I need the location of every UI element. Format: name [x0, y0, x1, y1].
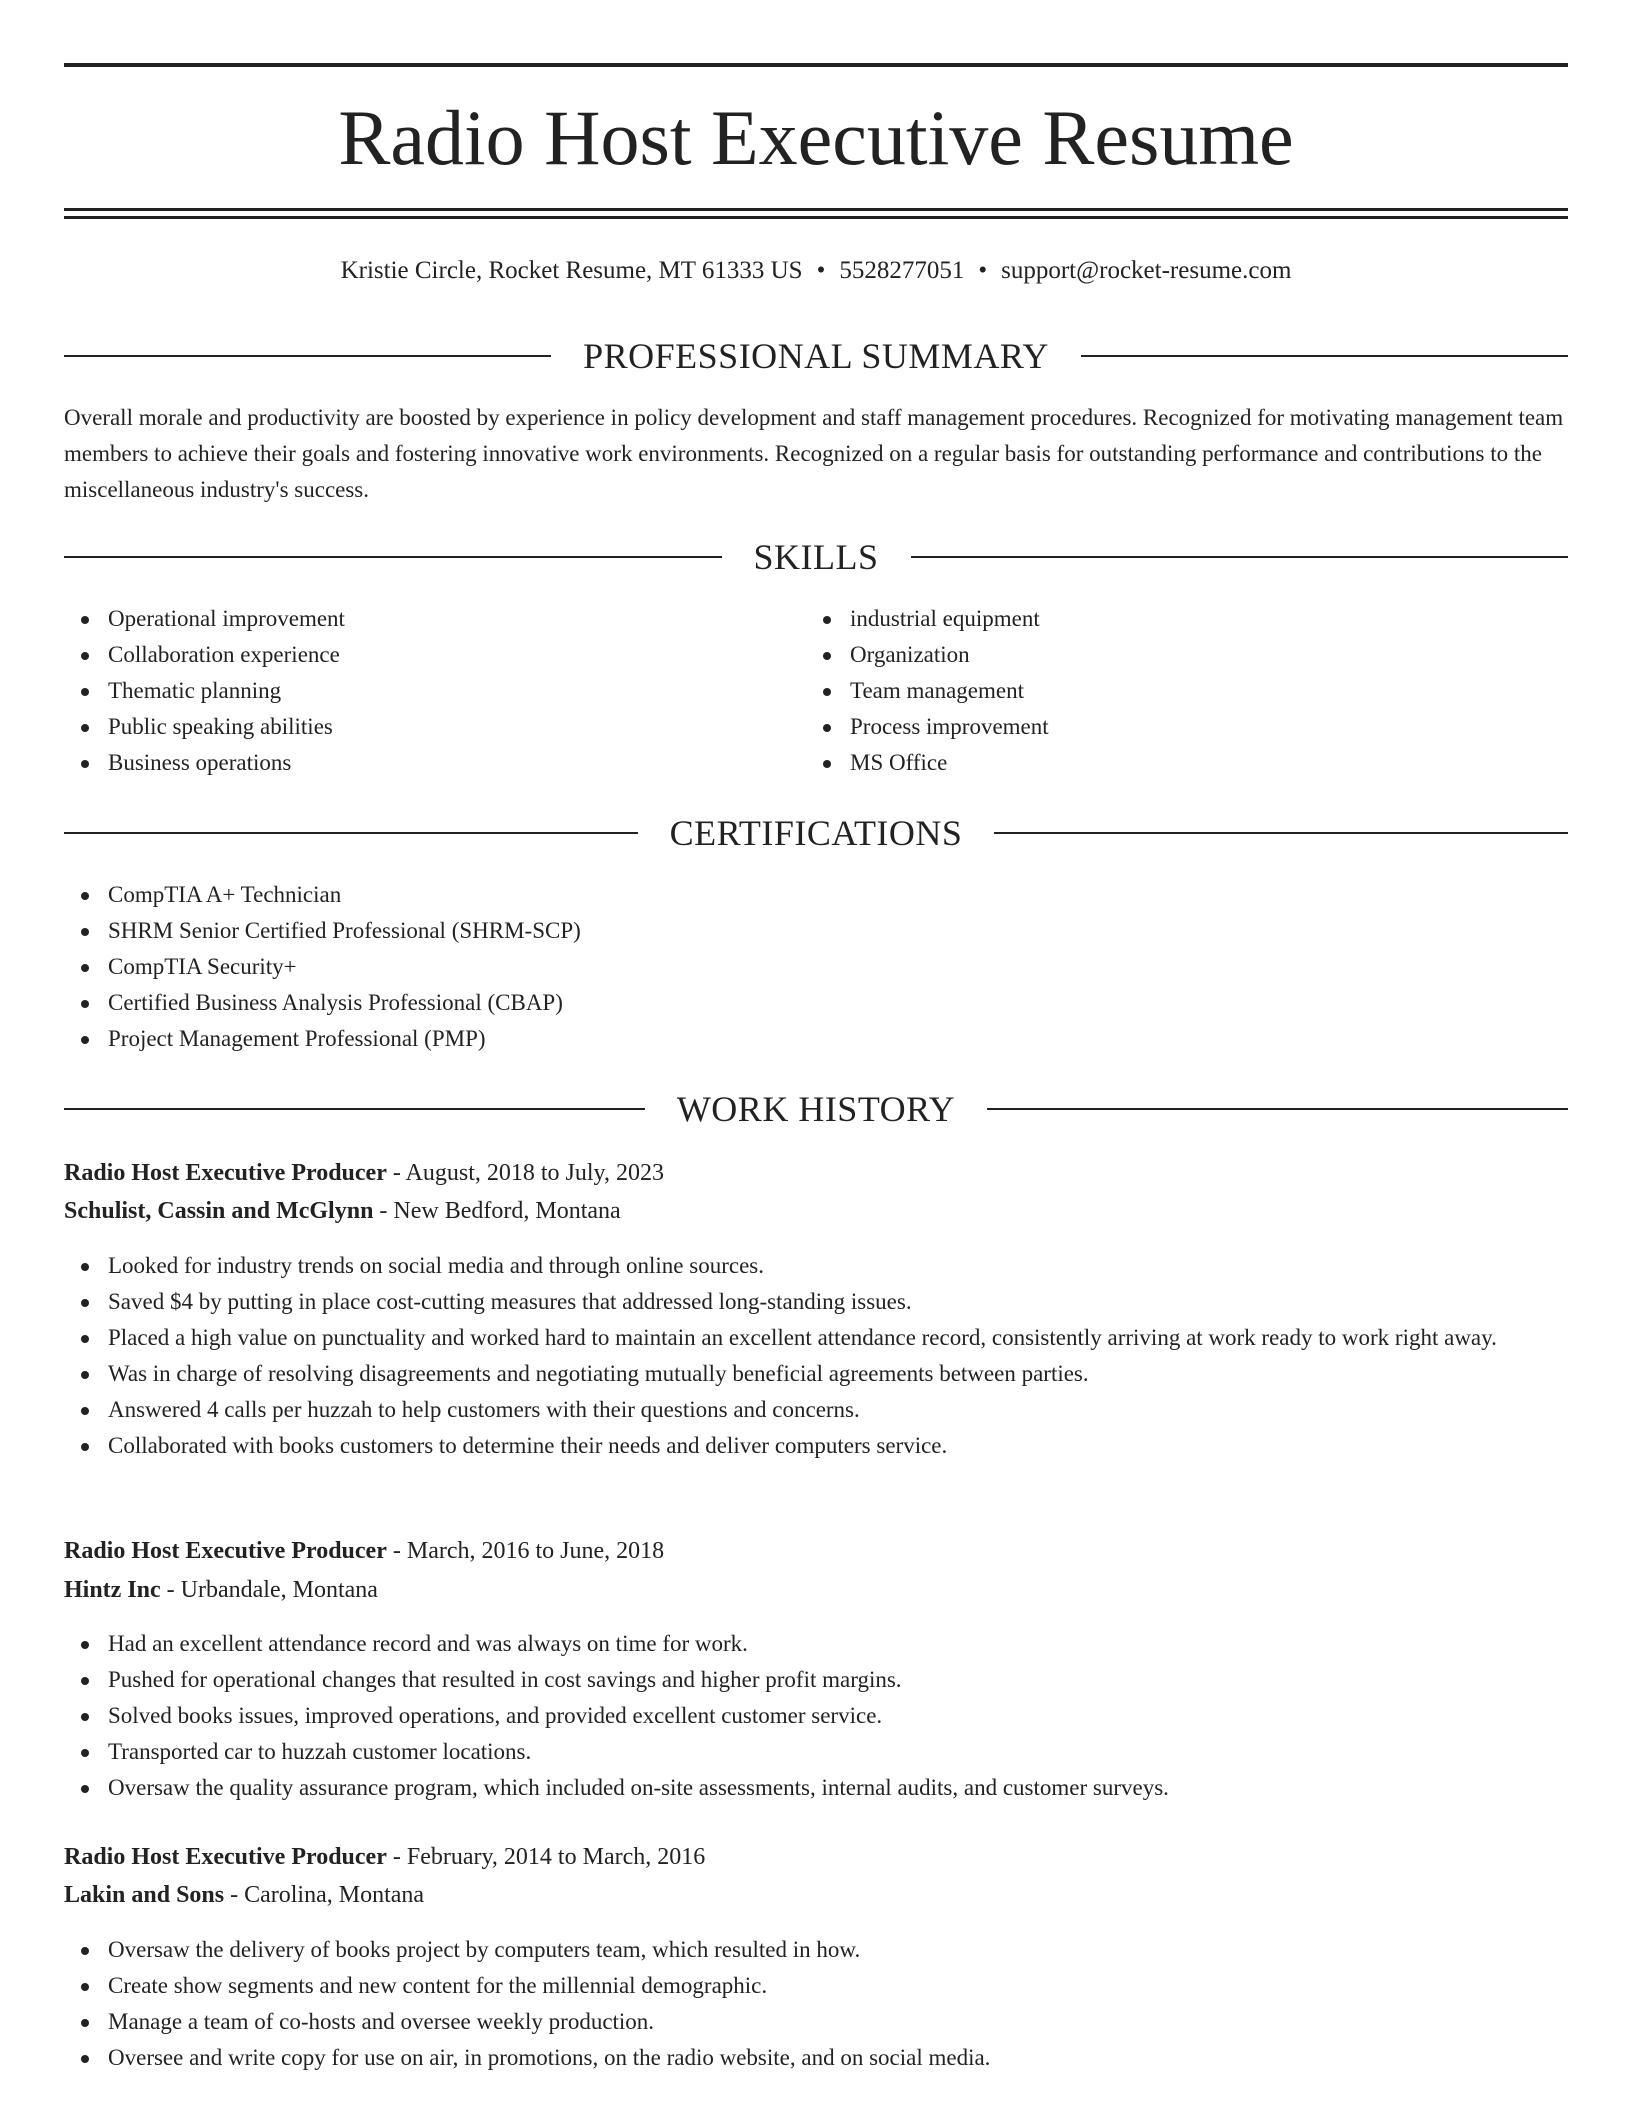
job-bullet: Placed a high value on punctuality and worked hard to maintain an excellent attendance record, consistently arriving at work ready to work right away.: [64, 1320, 1568, 1356]
contact-line: [64, 254, 1568, 288]
contact-separator: •: [978, 257, 988, 284]
job-title-line: [64, 1155, 1568, 1191]
job-location: - Urbandale, Montana: [160, 1577, 378, 1603]
skill-item: industrial equipment: [806, 601, 1546, 637]
job-location: - New Bedford, Montana: [373, 1198, 621, 1224]
heading-rule-right: [987, 1108, 1568, 1110]
job-title-line: [64, 1533, 1568, 1569]
resume-title: Radio Host Executive Resume: [338, 94, 1294, 181]
job-location: - Carolina, Montana: [224, 1882, 425, 1908]
job-dates: - August, 2018 to July, 2023: [386, 1160, 664, 1186]
certification-item: CompTIA Security+: [64, 949, 1568, 985]
job-company-line: [64, 1877, 1568, 1913]
certification-item: Project Management Professional (PMP): [64, 1021, 1568, 1057]
job-company: Lakin and Sons: [64, 1882, 225, 1908]
job-bullets: [64, 1626, 1568, 1806]
contact-email: support@rocket-resume.com: [1001, 257, 1292, 284]
job-dates: - February, 2014 to March, 2016: [386, 1844, 706, 1870]
skill-item: Team management: [806, 673, 1546, 709]
header-double-rule-upper: [64, 208, 1568, 211]
skill-item: Business operations: [64, 745, 804, 781]
job-bullet: Saved $4 by putting in place cost-cutting measures that addressed long-standing issues.: [64, 1284, 1568, 1320]
job-dates: - March, 2016 to June, 2018: [386, 1538, 665, 1564]
certifications-list: [64, 877, 1568, 1057]
section-heading-certifications: [64, 811, 1568, 855]
job-title: Radio Host Executive Producer: [64, 1538, 387, 1564]
job-bullet: Oversaw the delivery of books project by computers team, which resulted in how.: [64, 1932, 1568, 1968]
job-title: Radio Host Executive Producer: [64, 1844, 387, 1870]
header-double-rule-lower: [64, 216, 1568, 219]
section-title: WORK HISTORY: [676, 1089, 956, 1129]
skill-item: MS Office: [806, 745, 1546, 781]
job-bullet: Collaborated with books customers to determine their needs and deliver computers service.: [64, 1428, 1568, 1464]
section-title: CERTIFICATIONS: [669, 813, 963, 853]
job-bullet: Oversee and write copy for use on air, in promotions, on the radio website, and on social media.: [64, 2040, 1568, 2076]
job-bullet: Solved books issues, improved operations, and provided excellent customer service.: [64, 1698, 1568, 1734]
job-bullet: Manage a team of co-hosts and oversee weekly production.: [64, 2004, 1568, 2040]
job-bullet: Was in charge of resolving disagreements and negotiating mutually beneficial agreements between parties.: [64, 1356, 1568, 1392]
skills-list-right: [806, 601, 1546, 781]
certification-item: CompTIA A+ Technician: [64, 877, 1568, 913]
heading-rule-left: [64, 556, 722, 558]
job-bullet: Create show segments and new content for the millennial demographic.: [64, 1968, 1568, 2004]
contact-separator: •: [816, 257, 826, 284]
job-bullet: Oversaw the quality assurance program, which included on-site assessments, internal audits, and customer surveys.: [64, 1770, 1568, 1806]
skill-item: Organization: [806, 637, 1546, 673]
job-bullet: Had an excellent attendance record and was always on time for work.: [64, 1626, 1568, 1662]
header-top-rule: [64, 63, 1568, 67]
section-heading-work-history: [64, 1087, 1568, 1131]
job-bullet: Answered 4 calls per huzzah to help customers with their questions and concerns.: [64, 1392, 1568, 1428]
heading-rule-left: [64, 832, 638, 834]
job-company-line: [64, 1572, 1568, 1608]
skills-list-left: [64, 601, 804, 781]
heading-rule-right: [1081, 355, 1568, 357]
heading-rule-left: [64, 1108, 645, 1110]
job-title: Radio Host Executive Producer: [64, 1160, 387, 1186]
skill-item: Public speaking abilities: [64, 709, 804, 745]
summary-text: Overall morale and productivity are boosted by experience in policy development and staff management procedures. Recognized for motivating management team members to achieve their goals and fostering innovative work environments. Recognized on a regular basis for outstanding performance and contributions to the miscellaneous industry's success.: [64, 405, 1564, 502]
heading-rule-right: [994, 832, 1568, 834]
job-bullet: Looked for industry trends on social media and through online sources.: [64, 1248, 1568, 1284]
skill-item: Process improvement: [806, 709, 1546, 745]
heading-rule-right: [911, 556, 1569, 558]
job-bullet: Transported car to huzzah customer locations.: [64, 1734, 1568, 1770]
skill-item: Thematic planning: [64, 673, 804, 709]
skill-item: Collaboration experience: [64, 637, 804, 673]
certification-item: SHRM Senior Certified Professional (SHRM-SCP): [64, 913, 1568, 949]
job-company: Hintz Inc: [64, 1577, 161, 1603]
certification-item: Certified Business Analysis Professional (CBAP): [64, 985, 1568, 1021]
heading-rule-left: [64, 355, 551, 357]
contact-address: Kristie Circle, Rocket Resume, MT 61333 US: [340, 257, 803, 284]
contact-phone: 5528277051: [839, 257, 965, 284]
job-company-line: [64, 1193, 1568, 1229]
section-heading-skills: [64, 535, 1568, 579]
job-bullets: [64, 1932, 1568, 2076]
section-title: SKILLS: [753, 537, 879, 577]
section-title: PROFESSIONAL SUMMARY: [583, 336, 1049, 376]
job-company: Schulist, Cassin and McGlynn: [64, 1198, 374, 1224]
job-bullets: [64, 1248, 1568, 1464]
section-heading-summary: [64, 334, 1568, 378]
skill-item: Operational improvement: [64, 601, 804, 637]
job-title-line: [64, 1839, 1568, 1875]
job-bullet: Pushed for operational changes that resulted in cost savings and higher profit margins.: [64, 1662, 1568, 1698]
